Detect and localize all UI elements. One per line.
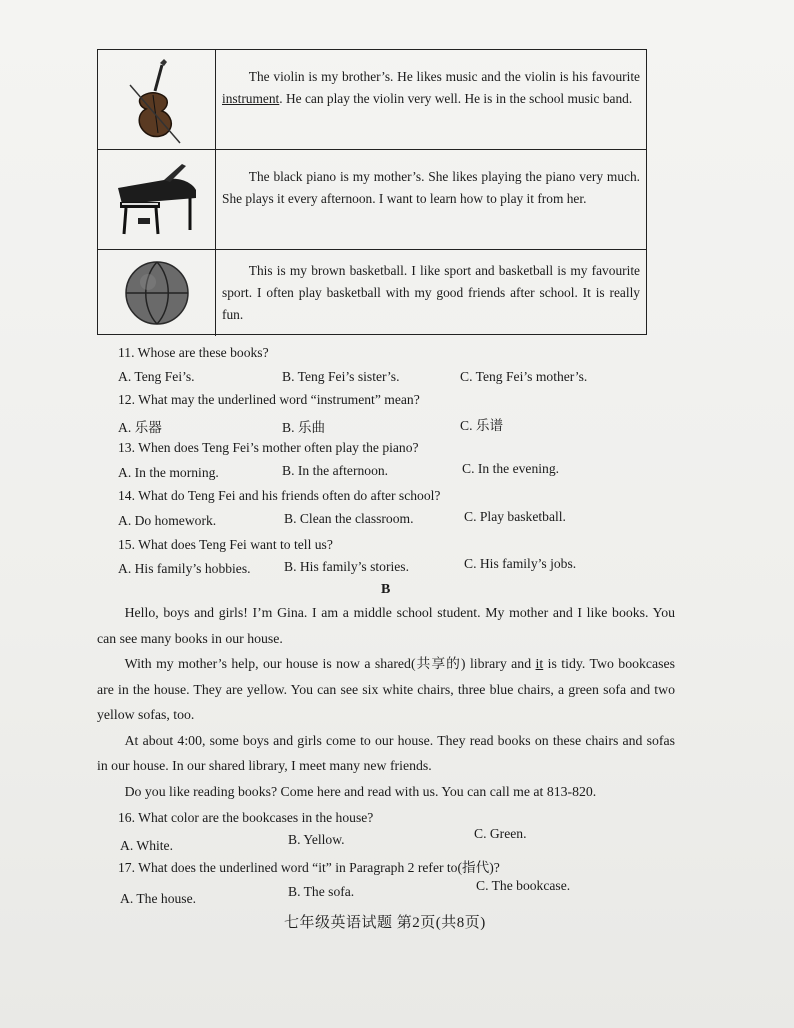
question-17: 17. What does the underlined word “it” in Paragraph 2 refer to(指代)? — [118, 860, 500, 875]
option-15a: A. His family’s hobbies. — [118, 561, 251, 576]
option-13b: B. In the afternoon. — [282, 463, 389, 478]
option-11b: B. Teng Fei’s sister’s. — [282, 369, 400, 384]
option-16b: B. Yellow. — [288, 832, 345, 847]
piano-paragraph: The black piano is my mother’s. She likes playing the piano very much. She plays it every afternoon. I want to learn how to play it from her. — [222, 169, 640, 206]
option-17b: B. The sofa. — [288, 884, 355, 899]
basketball-icon — [98, 250, 216, 336]
question-14: 14. What do Teng Fei and his friends often do after school? — [118, 488, 441, 503]
question-11: 11. Whose are these books? — [118, 345, 269, 360]
option-16a: A. White. — [120, 838, 173, 853]
page-footer: 七年级英语试题 第2页(共8页) — [284, 915, 486, 931]
option-15c: C. His family’s jobs. — [464, 556, 577, 571]
question-12: 12. What may the underlined word “instrument” mean? — [118, 392, 420, 407]
question-16: 16. What color are the bookcases in the house? — [118, 810, 374, 825]
violin-paragraph: The violin is my brother’s. He likes music and the violin is his favourite instrument. He can play the violin very well. He is in the school music band. — [222, 69, 640, 106]
option-13a: A. In the morning. — [118, 465, 219, 480]
reading-table — [97, 49, 647, 335]
option-11a: A. Teng Fei’s. — [118, 369, 195, 384]
option-17c: C. The bookcase. — [476, 878, 571, 893]
option-12a: A. 乐器 — [118, 420, 162, 435]
option-13c: C. In the evening. — [462, 461, 560, 476]
option-14b: B. Clean the classroom. — [284, 511, 414, 526]
paragraph-2: With my mother’s help, our house is now a shared(共享的) library and it is tidy. Two bookcases are in the house. They are yellow. You can see six white chairs, three blue chairs, a green sofa and two yellow sofas, too. — [97, 656, 675, 722]
option-15b: B. His family’s stories. — [284, 559, 409, 574]
section-heading: B — [381, 582, 391, 597]
passage-b — [97, 600, 675, 804]
violin-icon — [98, 50, 216, 149]
table-row — [98, 250, 646, 336]
table-row — [98, 50, 646, 150]
question-13: 13. When does Teng Fei’s mother often play the piano? — [118, 440, 419, 455]
basketball-paragraph: This is my brown basketball. I like sport and basketball is my favourite sport. I often play basketball with my good friends after school. It is really fun. — [222, 263, 640, 322]
table-row — [98, 150, 646, 250]
option-14c: C. Play basketball. — [464, 509, 566, 524]
piano-icon — [98, 150, 216, 249]
paragraph-4: Do you like reading books? Come here and read with us. You can call me at 813-820. — [124, 783, 597, 799]
option-11c: C. Teng Fei’s mother’s. — [460, 369, 588, 384]
option-14a: A. Do homework. — [118, 513, 217, 528]
underlined-word-instrument: instrument — [222, 91, 280, 106]
option-12c: C. 乐谱 — [460, 418, 504, 433]
paragraph-3: At about 4:00, some boys and girls come to our house. They read books on these chairs and sofas in our house. In our shared library, I meet many new friends. — [97, 732, 675, 773]
option-17a: A. The house. — [120, 891, 197, 906]
question-15: 15. What does Teng Fei want to tell us? — [118, 537, 333, 552]
underlined-word-it: it — [535, 656, 544, 671]
paragraph-1: Hello, boys and girls! I’m Gina. I am a middle school student. My mother and I like books. You can see many books in our house. — [97, 605, 675, 646]
option-12b: B. 乐曲 — [282, 420, 326, 435]
option-16c: C. Green. — [474, 826, 527, 841]
